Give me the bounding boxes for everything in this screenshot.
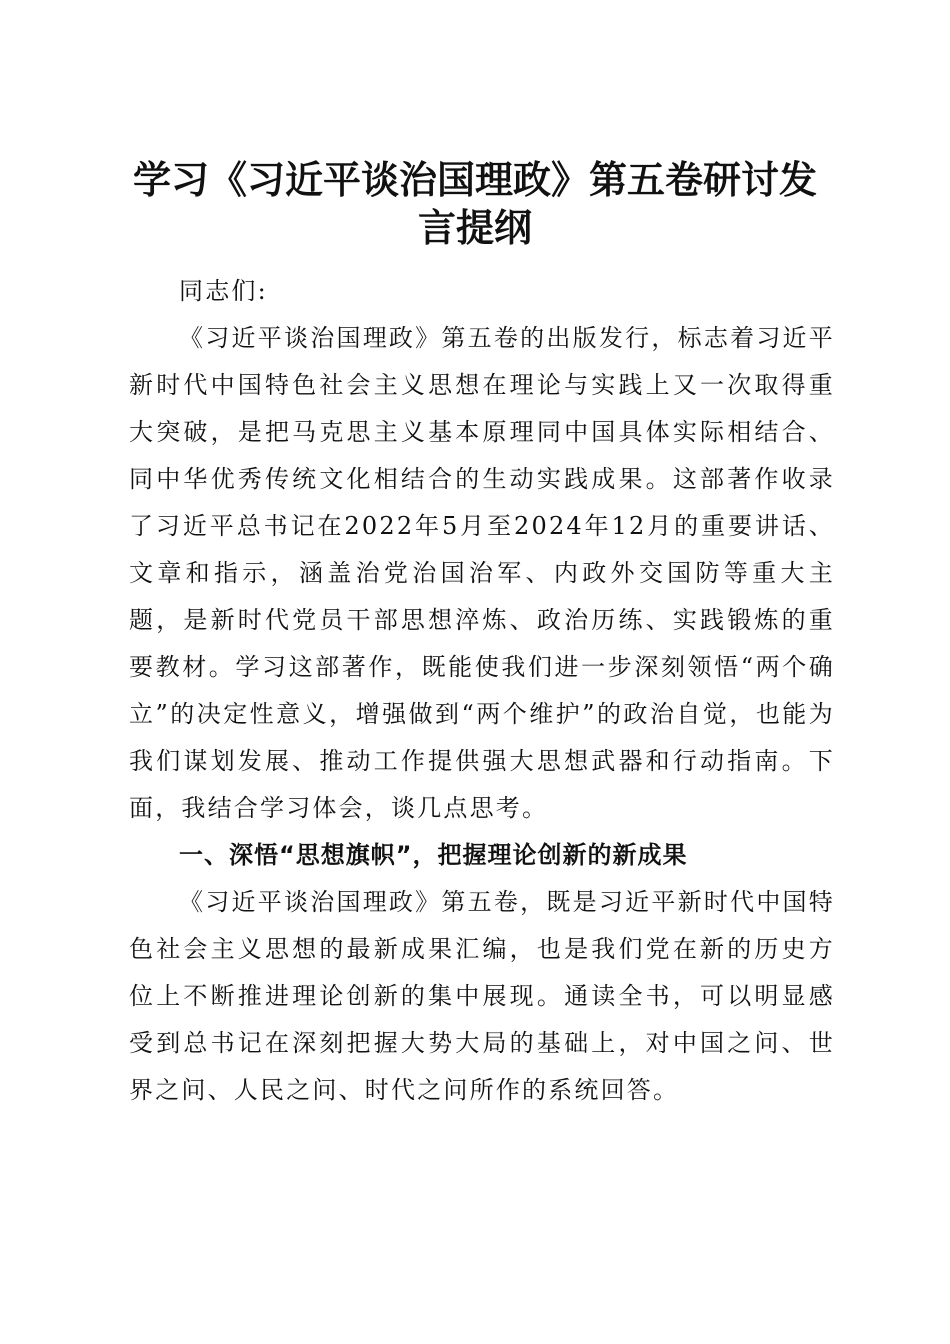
section-heading: 一、深悟“思想旗帜”，把握理论创新的新成果 <box>179 841 688 869</box>
salutation: 同志们: <box>179 277 268 305</box>
document-body <box>129 268 835 1114</box>
section-paragraph: 《习近平谈治国理政》第五卷，既是习近平新时代中国特色社会主义思想的最新成果汇编，也是我们党在新的历史方位上不断推进理论创新的集中展现。通读全书，可以明显感受到总书记在深刻把握大势大局的基础上，对中国之问、世界之问、人民之问、时代之问所作的系统回答。 <box>129 888 835 1104</box>
intro-paragraph: 《习近平谈治国理政》第五卷的出版发行，标志着习近平新时代中国特色社会主义思想在理论与实践上又一次取得重大突破，是把马克思主义基本原理同中国具体实际相结合、同中华优秀传统文化相结合的生动实践成果。这部著作收录了习近平总书记在2022年5月至2024年12月的重要讲话、文章和指示，涵盖治党治国治军、内政外交国防等重大主题，是新时代党员干部思想淬炼、政治历练、实践锻炼的重要教材。学习这部著作，既能使我们进一步深刻领悟“两个确立”的决定性意义，增强做到“两个维护”的政治自觉，也能为我们谋划发展、推动工作提供强大思想武器和行动指南。下面，我结合学习体会，谈几点思考。 <box>129 324 835 822</box>
document-title: 学习《习近平谈治国理政》第五卷研讨发言提纲 <box>132 157 817 250</box>
